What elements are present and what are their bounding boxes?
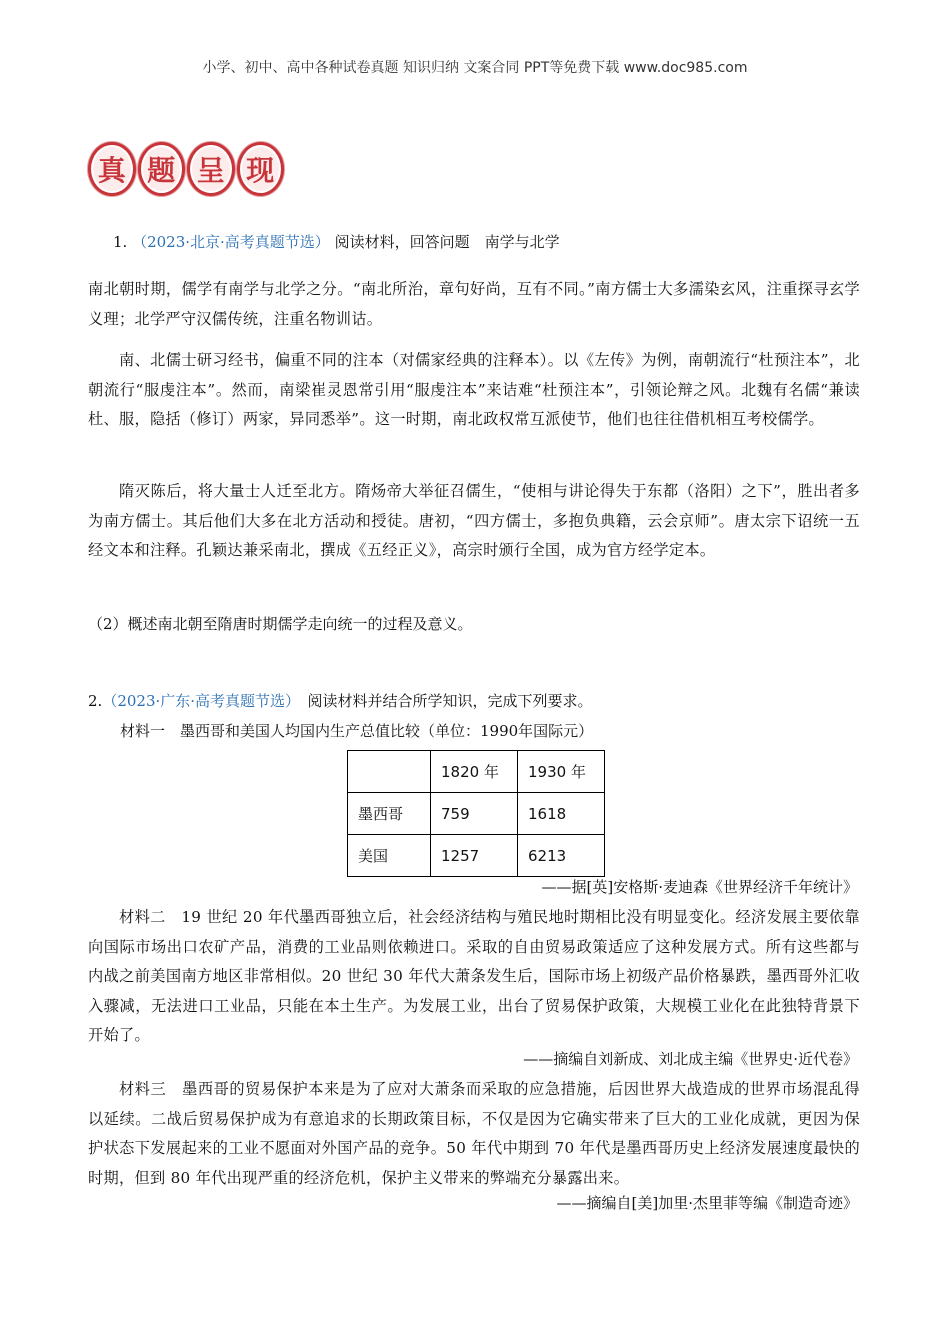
question-2-heading xyxy=(88,691,593,711)
question-number: 1. xyxy=(113,233,128,251)
question-source: （2023·广东·高考真题节选） xyxy=(102,692,293,710)
material-2-text: 材料二 19 世纪 20 年代墨西哥独立后，社会经济结构与殖民地时期相比没有明显变化。经济发展主要依靠向国际市场出口农矿产品，消费的工业品则依赖进口。采取的自由贸易政策适应了这种发展方式。所有这些都与内战之前美国南方地区非常相似。20 世纪 30 年代大萧条发生后，国际市场上初级产品价格暴跌，墨西哥外汇收入骤减，无法进口工业品，只能在本土生产。为发展工业，出台了贸易保护政策，大规模工业化在此独特背景下开始了。 xyxy=(88,908,860,1044)
table-row xyxy=(348,793,605,835)
badge-char: 真 xyxy=(88,142,136,196)
question-source: （2023·北京·高考真题节选） xyxy=(132,233,330,251)
badge-char: 呈 xyxy=(187,142,235,196)
table-cell: 1257 xyxy=(431,835,518,877)
q1-paragraph-1: 南北朝时期，儒学有南学与北学之分。“南北所治，章句好尚，互有不同。”南方儒士大多濡染玄风，注重探寻玄学义理；北学严守汉儒传统，注重名物训诂。 xyxy=(88,280,860,328)
q1-subquestion-2: （2）概述南北朝至隋唐时期儒学走向统一的过程及意义。 xyxy=(88,615,473,633)
page-header-banner: 小学、初中、高中各种试卷真题 知识归纳 文案合同 PPT等免费下载 www.doc985.com xyxy=(202,60,748,76)
question-prompt: 阅读材料并结合所学知识，完成下列要求。 xyxy=(307,692,593,710)
table-row xyxy=(348,835,605,877)
badge-char: 现 xyxy=(237,142,285,196)
table-cell: 墨西哥 xyxy=(348,793,431,835)
table-cell xyxy=(348,751,431,793)
question-number: 2. xyxy=(88,692,103,710)
table-header-row xyxy=(348,751,605,793)
question-prompt: 阅读材料，回答问题 南学与北学 xyxy=(334,233,560,251)
table-cell: 1820 年 xyxy=(431,751,518,793)
q1-paragraph-2: 南、北儒士研习经书，偏重不同的注本（对儒家经典的注释本）。以《左传》为例，南朝流行“杜预注本”，北朝流行“服虔注本”。然而，南梁崔灵恩常引用“服虔注本”来诘难“杜预注本”，引领论辩之风。北魏有名儒“兼读杜、服，隐括（修订）两家，异同悉举”。这一时期，南北政权常互派使节，他们也往往借机相互考校儒学。 xyxy=(88,351,860,428)
table-cell: 759 xyxy=(431,793,518,835)
table-cell: 美国 xyxy=(348,835,431,877)
table-cell: 6213 xyxy=(518,835,605,877)
material-2-citation: ——摘编自刘新成、刘北成主编《世界史·近代卷》 xyxy=(523,1050,858,1068)
section-badge-真题呈现 xyxy=(88,142,284,198)
material-3-text: 材料三 墨西哥的贸易保护本来是为了应对大萧条而采取的应急措施，后因世界大战造成的世界市场混乱得以延续。二战后贸易保护成为有意追求的长期政策目标，不仅是因为它确实带来了巨大的工业化成就，更因为保护状态下发展起来的工业不愿面对外国产品的竞争。50 年代中期到 70 年代是墨西哥历史上经济发展速度最快的时期，但到 80 年代出现严重的经济危机，保护主义带来的弊端充分暴露出来。 xyxy=(88,1080,860,1187)
question-1-heading xyxy=(113,232,560,252)
badge-char: 题 xyxy=(138,142,186,196)
material-1-citation: ——据[英]安格斯·麦迪森《世界经济千年统计》 xyxy=(541,878,858,896)
table-cell: 1618 xyxy=(518,793,605,835)
q1-paragraph-3: 隋灭陈后，将大量士人迁至北方。隋炀帝大举征召儒生，“使相与讲论得失于东都（洛阳）之下”，胜出者多为南方儒士。其后他们大多在北方活动和授徒。唐初，“四方儒士，多抱负典籍，云会京师”。唐太宗下诏统一五经文本和注释。孔颖达兼采南北，撰成《五经正义》，高宗时颁行全国，成为官方经学定本。 xyxy=(88,482,860,559)
table-cell: 1930 年 xyxy=(518,751,605,793)
material-3-citation: ——摘编自[美]加里·杰里菲等编《制造奇迹》 xyxy=(556,1194,858,1212)
material-1-title: 材料一 墨西哥和美国人均国内生产总值比较（单位：1990年国际元） xyxy=(120,722,594,740)
gdp-comparison-table xyxy=(347,750,605,877)
